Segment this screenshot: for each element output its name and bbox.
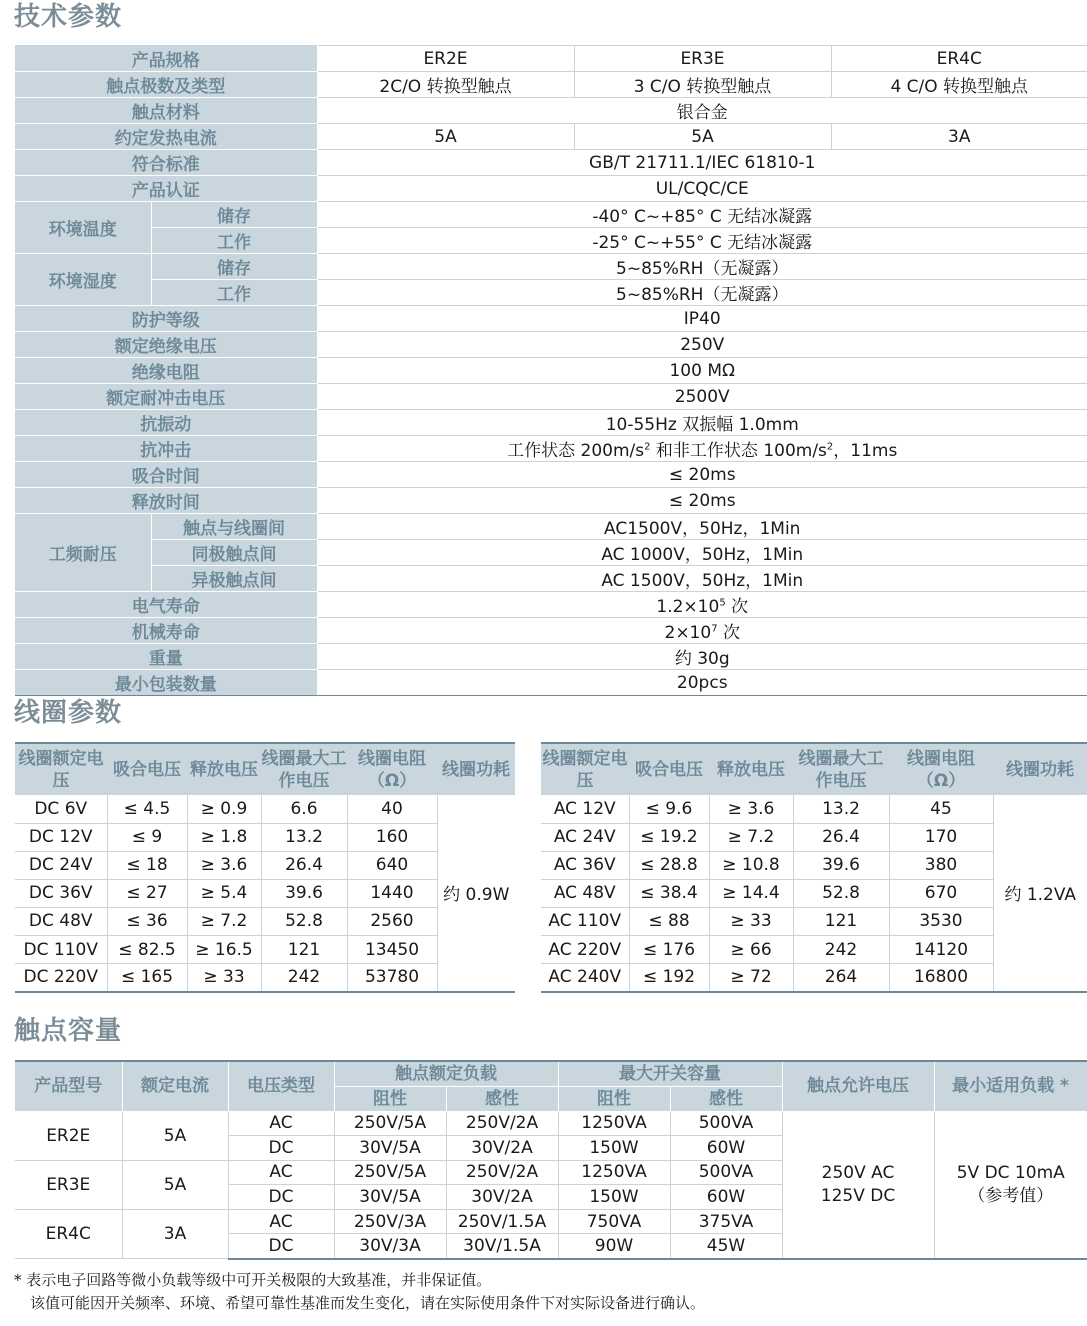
contact-cell: 90W xyxy=(558,1234,670,1259)
spec-value xyxy=(317,618,1087,644)
footnote-line-1: * 表示电子回路等微小负载等级中可开关极限的大致基准，并非保证值。 xyxy=(14,1271,492,1289)
coil-ac-header xyxy=(541,743,1087,795)
coil-cell: 3530 xyxy=(889,907,993,935)
spec-label: 额定耐冲击电压 xyxy=(15,384,317,410)
table-row xyxy=(15,1111,1087,1136)
coil-header: 线圈最大工作电压 xyxy=(793,743,889,795)
coil-header: 线圈功耗 xyxy=(437,743,515,795)
contact-current: 5A xyxy=(122,1111,228,1160)
spec-value: GB/T 21711.1/IEC 61810-1 xyxy=(317,150,1087,176)
coil-cell: ≤ 88 xyxy=(629,907,709,935)
coil-cell: AC 12V xyxy=(541,795,629,823)
spec-value: AC1500V，50Hz，1Min xyxy=(317,514,1087,540)
table-row xyxy=(541,795,1087,823)
spec-label: 符合标准 xyxy=(15,150,317,176)
mech-life-sup: 7 xyxy=(711,623,718,635)
allow-voltage-line: 250V AC xyxy=(821,1162,895,1183)
coil-cell: 6.6 xyxy=(261,795,347,823)
coil-cell: ≥ 16.5 xyxy=(187,935,261,963)
coil-cell: DC 24V xyxy=(15,851,107,879)
coil-cell: ≤ 28.8 xyxy=(629,851,709,879)
spec-label: 重量 xyxy=(15,644,317,670)
coil-cell: 121 xyxy=(793,907,889,935)
spec-label: 产品认证 xyxy=(15,176,317,202)
coil-cell: DC 36V xyxy=(15,879,107,907)
spec-value: 5A xyxy=(574,124,831,150)
coil-cell: DC 6V xyxy=(15,795,107,823)
coil-cell: AC 24V xyxy=(541,823,629,851)
contact-cell: 250V/2A xyxy=(446,1111,558,1136)
coil-cell: ≤ 36 xyxy=(107,907,187,935)
spec-value: 3A xyxy=(831,124,1087,150)
contact-cell: 30V/1.5A xyxy=(446,1234,558,1259)
contact-header: 最大开关容量 xyxy=(558,1061,782,1086)
spec-value: 5~85%RH（无凝露） xyxy=(317,280,1087,306)
shock-sup: 2 xyxy=(826,441,834,453)
coil-ac-table xyxy=(541,742,1087,993)
spec-row-pack xyxy=(15,670,1087,696)
contact-cell: 500VA xyxy=(670,1111,782,1136)
spec-row-insul-r xyxy=(15,358,1087,384)
contact-subheader: 感性 xyxy=(670,1086,782,1111)
contact-cell: DC xyxy=(228,1234,334,1259)
coil-header: 线圈最大工作电压 xyxy=(261,743,347,795)
spec-row-weight xyxy=(15,644,1087,670)
spec-row-diel-2 xyxy=(15,540,1087,566)
coil-cell: 26.4 xyxy=(793,823,889,851)
coil-cell: ≥ 7.2 xyxy=(187,907,261,935)
coil-cell: 2560 xyxy=(347,907,437,935)
coil-cell: 52.8 xyxy=(793,879,889,907)
coil-dc-table xyxy=(15,742,515,993)
spec-label: 约定发热电流 xyxy=(15,124,317,150)
coil-cell: ≤ 82.5 xyxy=(107,935,187,963)
spec-value: -25° C~+55° C 无结冰凝露 xyxy=(317,228,1087,254)
coil-cell: 380 xyxy=(889,851,993,879)
spec-row-mech-life xyxy=(15,618,1087,644)
coil-cell: ≥ 66 xyxy=(709,935,793,963)
spec-row-contact-type xyxy=(15,72,1087,98)
coil-header: 吸合电压 xyxy=(629,743,709,795)
spec-label: 抗冲击 xyxy=(15,436,317,462)
spec-value: 银合金 xyxy=(317,98,1087,124)
spec-row-model xyxy=(15,46,1087,72)
spec-value: -40° C~+85° C 无结冰凝露 xyxy=(317,202,1087,228)
spec-label: 触点极数及类型 xyxy=(15,72,317,98)
spec-row-hum-storage xyxy=(15,254,1087,280)
contact-cell: 30V/2A xyxy=(446,1136,558,1161)
coil-cell: 13450 xyxy=(347,935,437,963)
coil-cell: AC 220V xyxy=(541,935,629,963)
coil-cell: ≥ 0.9 xyxy=(187,795,261,823)
spec-value: ER2E xyxy=(317,46,574,72)
spec-sublabel: 触点与线圈间 xyxy=(151,514,317,540)
contact-cell: 150W xyxy=(558,1136,670,1161)
coil-power-cell: 约 0.9W xyxy=(437,795,515,992)
coil-cell: 40 xyxy=(347,795,437,823)
contact-cell: 250V/5A xyxy=(334,1111,446,1136)
coil-cell: 264 xyxy=(793,964,889,992)
spec-section-title: 技术参数 xyxy=(14,2,123,32)
contact-header: 产品型号 xyxy=(15,1061,122,1111)
contact-allow-voltage xyxy=(782,1111,934,1259)
spec-row-material xyxy=(15,98,1087,124)
spec-value: 5A xyxy=(317,124,574,150)
mech-life-unit: 次 xyxy=(717,623,740,643)
spec-value: 250V xyxy=(317,332,1087,358)
spec-value: AC 1500V，50Hz，1Min xyxy=(317,566,1087,592)
spec-row-insul-v xyxy=(15,332,1087,358)
coil-cell: ≤ 38.4 xyxy=(629,879,709,907)
contact-cell: 30V/5A xyxy=(334,1185,446,1210)
contact-cell: 45W xyxy=(670,1234,782,1259)
coil-cell: DC 48V xyxy=(15,907,107,935)
coil-cell: ≤ 19.2 xyxy=(629,823,709,851)
coil-header: 线圈功耗 xyxy=(993,743,1087,795)
shock-sup: 2 xyxy=(644,441,651,453)
spec-row-ip xyxy=(15,306,1087,332)
elec-life-unit: 次 xyxy=(725,597,749,617)
coil-header: 线圈电阻（Ω） xyxy=(889,743,993,795)
coil-cell: ≥ 3.6 xyxy=(709,795,793,823)
coil-cell: 53780 xyxy=(347,964,437,992)
spec-value: ER3E xyxy=(574,46,831,72)
contact-table xyxy=(15,1060,1087,1260)
min-load-line: （参考值） xyxy=(968,1185,1054,1206)
coil-cell: ≤ 18 xyxy=(107,851,187,879)
spec-value: 10-55Hz 双振幅 1.0mm xyxy=(317,410,1087,436)
coil-cell: 160 xyxy=(347,823,437,851)
spec-label: 抗振动 xyxy=(15,410,317,436)
contact-cell: 60W xyxy=(670,1185,782,1210)
spec-label: 释放时间 xyxy=(15,488,317,514)
elec-life-text: 1.2×10 xyxy=(656,597,720,617)
coil-cell: 14120 xyxy=(889,935,993,963)
spec-row-current xyxy=(15,124,1087,150)
coil-cell: 45 xyxy=(889,795,993,823)
spec-sublabel: 异极触点间 xyxy=(151,566,317,592)
elec-life-sup: 5 xyxy=(719,597,726,609)
coil-header: 线圈电阻（Ω） xyxy=(347,743,437,795)
spec-value: IP40 xyxy=(317,306,1087,332)
contact-subheader: 阻性 xyxy=(558,1086,670,1111)
coil-cell: 39.6 xyxy=(793,851,889,879)
spec-value: 3 C/O 转换型触点 xyxy=(574,72,831,98)
allow-voltage-line: 125V DC xyxy=(820,1185,896,1206)
contact-cell: AC xyxy=(228,1160,334,1185)
contact-cell: 150W xyxy=(558,1185,670,1210)
contact-header: 电压类型 xyxy=(228,1061,334,1111)
contact-header: 额定电流 xyxy=(122,1061,228,1111)
coil-header: 线圈额定电压 xyxy=(15,743,107,795)
contact-min-load xyxy=(934,1111,1087,1259)
spec-label: 额定绝缘电压 xyxy=(15,332,317,358)
coil-cell: ≤ 165 xyxy=(107,964,187,992)
coil-cell: ≥ 1.8 xyxy=(187,823,261,851)
coil-cell: AC 240V xyxy=(541,964,629,992)
spec-row-temp-storage xyxy=(15,202,1087,228)
spec-label: 电气寿命 xyxy=(15,592,317,618)
coil-cell: DC 110V xyxy=(15,935,107,963)
coil-cell: 16800 xyxy=(889,964,993,992)
spec-sublabel: 储存 xyxy=(151,254,317,280)
contact-cell: 250V/1.5A xyxy=(446,1209,558,1234)
contact-cell: 500VA xyxy=(670,1160,782,1185)
spec-row-pickup xyxy=(15,462,1087,488)
coil-cell: ≥ 33 xyxy=(187,964,261,992)
contact-header: 触点允许电压 xyxy=(782,1061,934,1111)
spec-label: 环境温度 xyxy=(15,202,151,254)
spec-value: ≤ 20ms xyxy=(317,462,1087,488)
coil-header: 吸合电压 xyxy=(107,743,187,795)
spec-value: 2C/O 转换型触点 xyxy=(317,72,574,98)
spec-value: AC 1000V，50Hz，1Min xyxy=(317,540,1087,566)
spec-sublabel: 同极触点间 xyxy=(151,540,317,566)
spec-value: 5~85%RH（无凝露） xyxy=(317,254,1087,280)
footnote-line-2: 该值可能因开关频率、环境、希望可靠性基准而发生变化，请在实际使用条件下对实际设备进行确认。 xyxy=(30,1294,706,1312)
spec-value: UL/CQC/CE xyxy=(317,176,1087,202)
spec-row-vibration xyxy=(15,410,1087,436)
spec-value: ≤ 20ms xyxy=(317,488,1087,514)
spec-value xyxy=(317,592,1087,618)
contact-model: ER3E xyxy=(15,1160,122,1209)
coil-cell: 1440 xyxy=(347,879,437,907)
contact-section-title: 触点容量 xyxy=(14,1016,123,1046)
coil-cell: ≤ 4.5 xyxy=(107,795,187,823)
coil-cell: 39.6 xyxy=(261,879,347,907)
coil-cell: DC 220V xyxy=(15,964,107,992)
spec-sublabel: 工作 xyxy=(151,228,317,254)
table-row xyxy=(15,795,515,823)
contact-cell: 30V/5A xyxy=(334,1136,446,1161)
contact-cell: 30V/2A xyxy=(446,1185,558,1210)
coil-cell: 242 xyxy=(793,935,889,963)
contact-model: ER2E xyxy=(15,1111,122,1160)
coil-cell: 26.4 xyxy=(261,851,347,879)
coil-cell: ≤ 192 xyxy=(629,964,709,992)
min-load-line: 5V DC 10mA xyxy=(956,1162,1065,1183)
coil-cell: AC 110V xyxy=(541,907,629,935)
spec-row-cert xyxy=(15,176,1087,202)
coil-power-cell: 约 1.2VA xyxy=(993,795,1087,992)
spec-label: 触点材料 xyxy=(15,98,317,124)
spec-row-hum-work xyxy=(15,280,1087,306)
spec-sublabel: 工作 xyxy=(151,280,317,306)
spec-row-diel-1 xyxy=(15,514,1087,540)
spec-row-elec-life xyxy=(15,592,1087,618)
coil-cell: 13.2 xyxy=(261,823,347,851)
contact-cell: AC xyxy=(228,1111,334,1136)
spec-label: 绝缘电阻 xyxy=(15,358,317,384)
spec-row-release xyxy=(15,488,1087,514)
coil-cell: 640 xyxy=(347,851,437,879)
contact-cell: 750VA xyxy=(558,1209,670,1234)
coil-cell: ≥ 10.8 xyxy=(709,851,793,879)
mech-life-text: 2×10 xyxy=(664,623,712,643)
coil-cell: ≤ 27 xyxy=(107,879,187,907)
coil-dc-header xyxy=(15,743,515,795)
spec-value: 4 C/O 转换型触点 xyxy=(831,72,1087,98)
spec-table xyxy=(15,45,1087,696)
coil-cell: 121 xyxy=(261,935,347,963)
contact-cell: 250V/3A xyxy=(334,1209,446,1234)
shock-text-c: ，11ms xyxy=(833,441,898,461)
spec-row-shock xyxy=(15,436,1087,462)
contact-cell: 250V/5A xyxy=(334,1160,446,1185)
spec-sublabel: 储存 xyxy=(151,202,317,228)
coil-cell: ≥ 33 xyxy=(709,907,793,935)
contact-cell: DC xyxy=(228,1185,334,1210)
contact-current: 3A xyxy=(122,1209,228,1258)
contact-header: 最小适用负载 * xyxy=(934,1061,1087,1111)
contact-header-row-1 xyxy=(15,1061,1087,1086)
contact-subheader: 阻性 xyxy=(334,1086,446,1111)
spec-value: 100 MΩ xyxy=(317,358,1087,384)
coil-cell: 13.2 xyxy=(793,795,889,823)
contact-model: ER4C xyxy=(15,1209,122,1258)
coil-cell: ≥ 7.2 xyxy=(709,823,793,851)
spec-label: 防护等级 xyxy=(15,306,317,332)
coil-cell: 52.8 xyxy=(261,907,347,935)
coil-cell: AC 36V xyxy=(541,851,629,879)
contact-cell: AC xyxy=(228,1209,334,1234)
contact-subheader: 感性 xyxy=(446,1086,558,1111)
coil-cell: ≥ 14.4 xyxy=(709,879,793,907)
shock-text-a: 工作状态 200m/s xyxy=(507,441,645,461)
contact-header: 触点额定负载 xyxy=(334,1061,558,1086)
coil-header: 释放电压 xyxy=(709,743,793,795)
spec-label: 工频耐压 xyxy=(15,514,151,592)
spec-value: 20pcs xyxy=(317,670,1087,696)
spec-label: 产品规格 xyxy=(15,46,317,72)
shock-text-b: 和非工作状态 100m/s xyxy=(650,441,827,461)
contact-cell: 1250VA xyxy=(558,1111,670,1136)
spec-row-diel-3 xyxy=(15,566,1087,592)
spec-value xyxy=(317,436,1087,462)
spec-row-standard xyxy=(15,150,1087,176)
spec-row-temp-work xyxy=(15,228,1087,254)
spec-row-impulse xyxy=(15,384,1087,410)
spec-value: 约 30g xyxy=(317,644,1087,670)
coil-cell: ≥ 5.4 xyxy=(187,879,261,907)
coil-header: 释放电压 xyxy=(187,743,261,795)
spec-label: 吸合时间 xyxy=(15,462,317,488)
coil-cell: 670 xyxy=(889,879,993,907)
spec-label: 最小包装数量 xyxy=(15,670,317,696)
contact-cell: DC xyxy=(228,1136,334,1161)
contact-cell: 375VA xyxy=(670,1209,782,1234)
coil-cell: 242 xyxy=(261,964,347,992)
contact-cell: 1250VA xyxy=(558,1160,670,1185)
coil-cell: 170 xyxy=(889,823,993,851)
coil-cell: ≤ 176 xyxy=(629,935,709,963)
coil-cell: ≥ 3.6 xyxy=(187,851,261,879)
contact-current: 5A xyxy=(122,1160,228,1209)
contact-cell: 250V/2A xyxy=(446,1160,558,1185)
coil-cell: ≥ 72 xyxy=(709,964,793,992)
coil-section-title: 线圈参数 xyxy=(14,698,123,728)
coil-cell: ≤ 9.6 xyxy=(629,795,709,823)
coil-cell: AC 48V xyxy=(541,879,629,907)
contact-cell: 30V/3A xyxy=(334,1234,446,1259)
coil-cell: ≤ 9 xyxy=(107,823,187,851)
coil-header: 线圈额定电压 xyxy=(541,743,629,795)
contact-cell: 60W xyxy=(670,1136,782,1161)
spec-label: 机械寿命 xyxy=(15,618,317,644)
spec-label: 环境湿度 xyxy=(15,254,151,306)
spec-value: 2500V xyxy=(317,384,1087,410)
spec-value: ER4C xyxy=(831,46,1087,72)
coil-cell: DC 12V xyxy=(15,823,107,851)
